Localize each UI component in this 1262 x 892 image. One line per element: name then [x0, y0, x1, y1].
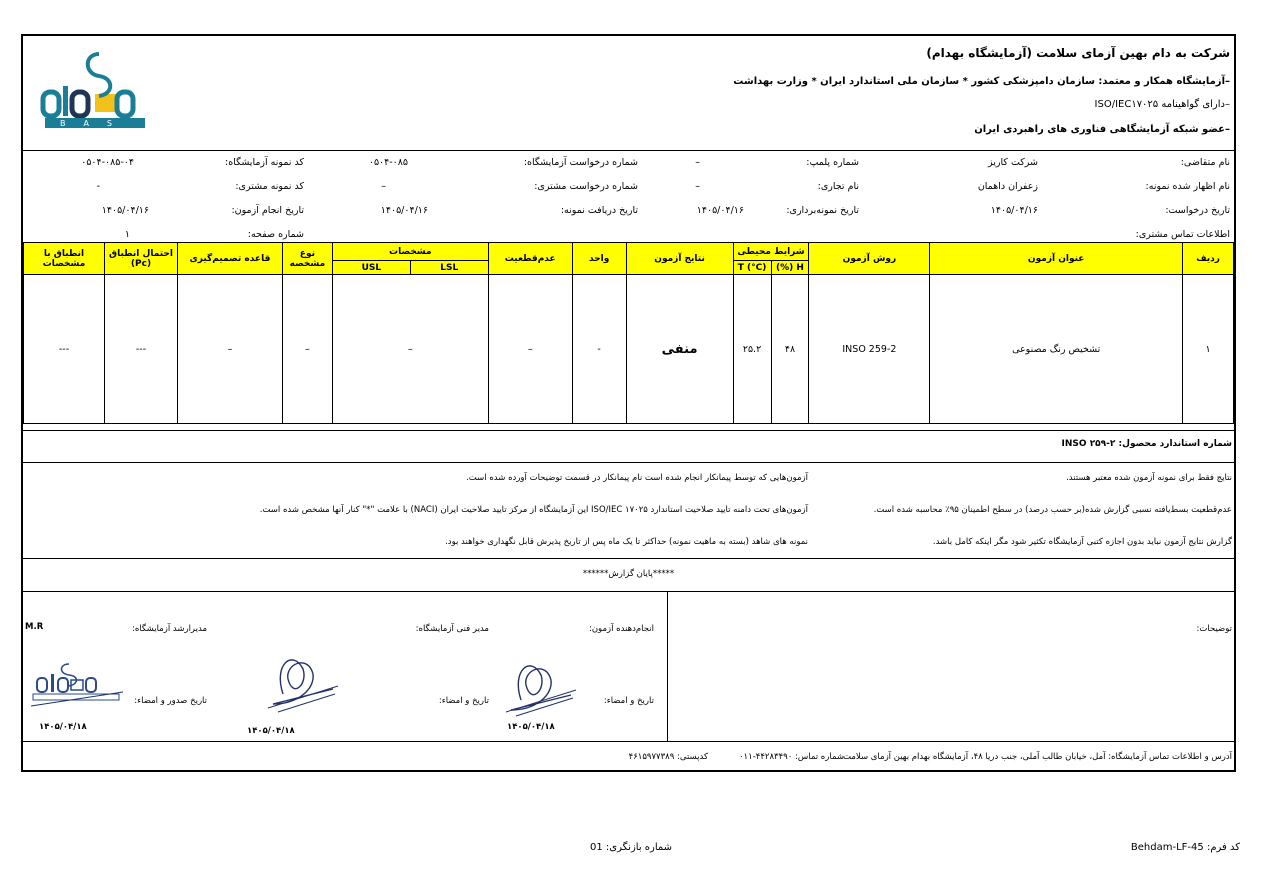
col-header-env: شرایط محیطی	[733, 243, 809, 261]
sample-info	[23, 150, 1234, 242]
company-name: شرکت به دام بهین آزمای سلامت (آزمایشگاه بهدام)	[926, 46, 1230, 60]
declared-name-label: نام اظهار شده نمونه:	[1145, 181, 1230, 192]
declared-name-value: زعفران داهمان	[977, 181, 1038, 192]
col-header-title: عنوان آزمون	[930, 243, 1183, 275]
note-l2: آزمون‌های تحت دامنه تایید صلاحیت استاندارد ISO/IEC ۱۷۰۲۵ این آزمایشگاه از مرکز تایید صلاحیت ایران (NACI) با علامت "*" کنار آنها مشخص شده است.	[259, 505, 808, 515]
customer-request-value: –	[381, 181, 386, 192]
header-line-1: –آزمایشگاه همکار و معتمد: سازمان دامپزشکی کشور * سازمان ملی استاندارد ایران * وزارت بهداشت	[733, 76, 1230, 87]
cell-spec: –	[332, 275, 488, 424]
col-header-unit: واحد	[572, 243, 626, 275]
results-table	[23, 242, 1234, 424]
col-header-lsl: LSL	[410, 261, 488, 275]
cell-uncertainty: –	[488, 275, 572, 424]
cell-spec-type: –	[282, 275, 332, 424]
col-header-result: نتایج آزمون	[626, 243, 733, 275]
request-date-value: ۱۴۰۵/۰۴/۱۶	[990, 205, 1038, 216]
standard-band	[23, 430, 1234, 463]
col-header-spec-type: نوع مشخصه	[282, 243, 332, 275]
bas-logo	[39, 44, 149, 128]
form-code-label: کد فرم:	[1206, 842, 1240, 853]
contact-label: اطلاعات تماس مشتری:	[1135, 229, 1230, 240]
col-header-t: T (°C)	[733, 261, 771, 275]
customer-request-label: شماره درخواست مشتری:	[534, 181, 638, 192]
sampling-date-value: ۱۴۰۵/۰۴/۱۶	[696, 205, 744, 216]
lab-sample-code-value: ۰۵۰۴-۰۸۵-۰۴	[81, 157, 134, 168]
senior-manager-label: مدیرارشد آزمایشگاه:	[132, 624, 207, 634]
col-header-spec: مشخصات	[332, 243, 488, 261]
cell-method: INSO 259-2	[809, 275, 930, 424]
note-r3: گزارش نتایج آزمون نباید بدون اجازه کتبی آزمایشگاه تکثیر شود مگر اینکه کامل باشد.	[932, 537, 1232, 547]
request-date-label: تاریخ درخواست:	[1165, 205, 1230, 216]
note-r2: عدم‌قطعیت بسط‌یافته نسبی گزارش شده(بر حسب درصد) در سطح اطمینان ۹۵٪ محاسبه شده است.	[873, 505, 1232, 515]
test-date-value: ۱۴۰۵/۰۴/۱۶	[101, 205, 149, 216]
header-line-2: –دارای گواهینامه ISO/IEC۱۷۰۲۵	[1094, 99, 1230, 110]
seal-label: شماره پلمپ:	[806, 157, 859, 168]
page-number-label: شماره صفحه:	[247, 229, 304, 240]
form-code-value: Behdam-LF-45	[1130, 842, 1204, 853]
note-l3: نمونه های شاهد (بسته به ماهیت نمونه) حداکثر تا یک ماه پس از تاریخ پذیرش قابل نگهداری خواهند بود.	[445, 537, 808, 547]
col-header-usl: USL	[332, 261, 410, 275]
col-header-h: H (%)	[771, 261, 809, 275]
tester-signature	[501, 650, 581, 720]
customer-code-label: کد نمونه مشتری:	[235, 181, 304, 192]
tech-manager-date: ۱۴۰۵/۰۴/۱۸	[247, 726, 295, 736]
seal-value: –	[695, 157, 700, 168]
applicant-label: نام متقاضی:	[1180, 157, 1230, 168]
address: آدرس و اطلاعات تماس آزمایشگاه: آمل، خیابان طالب آملی، جنب دریا ۴۸، آزمایشگاه بهدام بهین آزمای سلامت	[842, 752, 1232, 762]
cell-title: تشخیص رنگ مصنوعی	[930, 275, 1183, 424]
tech-manager-signature	[263, 644, 343, 716]
issue-date: ۱۴۰۵/۰۴/۱۸	[39, 722, 87, 732]
col-header-method: روش آزمون	[809, 243, 930, 275]
address-footer	[23, 741, 1234, 771]
end-band	[23, 558, 1234, 592]
product-standard: شماره استاندارد محصول: INSO ۲۵۹-۲	[1061, 439, 1232, 449]
trade-name-label: نام تجاری:	[817, 181, 859, 192]
lab-request-value: ۰۵۰۴-۰۸۵	[368, 157, 408, 168]
initials: M.R	[25, 622, 44, 632]
revision-number	[590, 842, 672, 853]
tech-manager-date-label: تاریخ و امضاء:	[438, 696, 489, 706]
col-header-pc-label: احتمال انطباق	[109, 248, 173, 259]
cell-unit: -	[572, 275, 626, 424]
cell-conformity: ---	[24, 275, 105, 424]
notes-band	[23, 462, 1234, 559]
lab-stamp	[29, 662, 125, 710]
note-l1: آزمون‌هایی که توسط پیمانکار انجام شده است نام پیمانکار در قسمت توضیحات آورده شده است.	[466, 473, 808, 483]
revision-value: 01	[590, 842, 603, 853]
lab-sample-code-label: کد نمونه آزمایشگاه:	[225, 157, 304, 168]
table-row	[24, 275, 1234, 424]
signature-divider	[667, 592, 668, 742]
cell-row: ۱	[1183, 275, 1234, 424]
cell-h: ۴۸	[771, 275, 809, 424]
lab-request-label: شماره درخواست آزمایشگاه:	[523, 157, 638, 168]
cell-decision-rule: –	[177, 275, 282, 424]
end-of-report: *****پایان گزارش******	[582, 569, 675, 579]
customer-code-value: -	[96, 181, 100, 192]
revision-label: شماره بازنگری:	[605, 842, 673, 853]
header-line-3: –عضو شبکه آزمایشگاهی فناوری های راهبردی ایران	[974, 124, 1230, 135]
tech-manager-label: مدیر فنی آزمایشگاه:	[415, 624, 489, 634]
cell-result: منفی	[626, 275, 733, 424]
applicant-value: شرکت کاریز	[988, 157, 1038, 168]
report-sheet	[21, 34, 1236, 772]
form-code	[1131, 842, 1240, 853]
logo-text: BAS	[59, 119, 131, 128]
tester-date: ۱۴۰۵/۰۴/۱۸	[507, 722, 555, 732]
trade-name-value: –	[695, 181, 700, 192]
phone: شماره تماس: ۴۴۲۸۳۴۹۰-۰۱۱	[738, 752, 844, 762]
cell-t: ۲۵.۲	[733, 275, 771, 424]
test-date-label: تاریخ انجام آزمون:	[231, 205, 304, 216]
report-header	[23, 36, 1234, 151]
col-header-uncertainty: عدم‌قطعیت	[488, 243, 572, 275]
col-header-decision-rule: قاعده تصمیم‌گیری	[177, 243, 282, 275]
tester-label: انجام‌دهنده آزمون:	[588, 624, 654, 634]
col-header-pc-sym: (Pc)	[130, 258, 152, 269]
tester-date-label: تاریخ و امضاء:	[603, 696, 654, 706]
signature-area	[23, 591, 1234, 742]
col-header-row: ردیف	[1183, 243, 1234, 275]
sampling-date-label: تاریخ نمونه‌برداری:	[786, 205, 859, 216]
postal-code: کدپستی: ۴۶۱۵۹۷۷۳۸۹	[628, 752, 708, 762]
col-header-pc	[105, 243, 178, 275]
cell-pc: ---	[105, 275, 178, 424]
remarks-label: توضیحات:	[1196, 624, 1232, 634]
page-number-value: ۱	[124, 229, 130, 240]
issue-date-label: تاریخ صدور و امضاء:	[134, 696, 207, 706]
note-r1: نتایج فقط برای نمونه آزمون شده معتبر هستند.	[1066, 473, 1232, 483]
receive-date-label: تاریخ دریافت نمونه:	[560, 205, 638, 216]
receive-date-value: ۱۴۰۵/۰۴/۱۶	[380, 205, 428, 216]
col-header-conformity: انطباق با مشخصات	[24, 243, 105, 275]
